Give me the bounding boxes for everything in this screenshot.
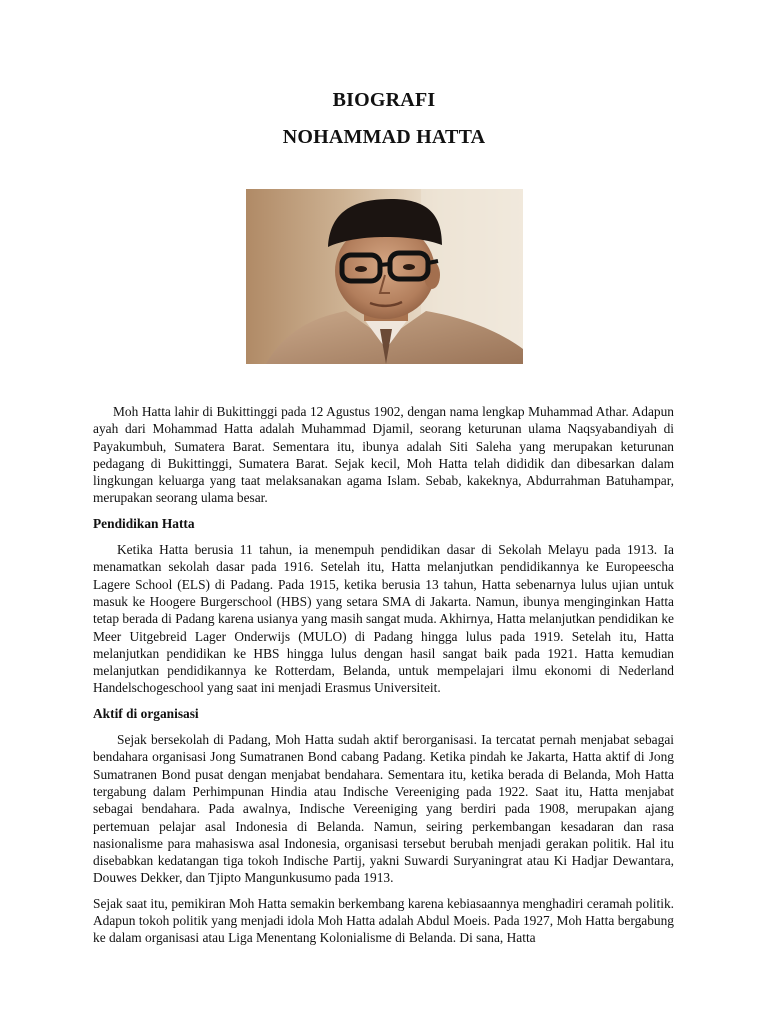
paragraph-intro: Moh Hatta lahir di Bukittinggi pada 12 Agustus 1902, dengan nama lengkap Muhammad Athar. Adapun ayah dari Mohammad Hatta adalah Muhammad Djamil, seorang keturunan ulama Naqsyabandiyah di Payakumbuh, Sumatera Barat. Sementara itu, ibunya adalah Siti Saleha yang merupakan keturunan pedagang di Bukittinggi, Sumatera Barat. Sejak kecil, Moh Hatta telah dididik dan dibesarkan dalam lingkungan keluarga yang taat melaksanakan agama Islam. Sebab, kakeknya, Abdurrahman Batuhampar, merupakan seorang ulama besar. [93, 404, 674, 506]
document-subtitle: NOHAMMAD HATTA [282, 126, 486, 148]
portrait-photo-icon [246, 189, 523, 364]
paragraph-education: Ketika Hatta berusia 11 tahun, ia menempuh pendidikan dasar di Sekolah Melayu pada 1913. Ia menamatkan sekolah dasar pada 1916. Setelah itu, Hatta melanjutkan pendidikannya ke Europeescha Lagere School (ELS) di Padang. Pada 1915, ketika berusia 13 tahun, Hatta sebenarnya lulus ujian untuk masuk ke Hoogere Burgerschool (HBS) yang setara SMA di Jakarta. Namun, ibunya menginginkan Hatta tetap berada di Padang karena usianya yang masih sangat muda. Akhirnya, Hatta melanjutkan pendidikan ke Meer Uitgebreid Lager Onderwijs (MULO) di Padang hingga lulus pada 1919. Setelah itu, Hatta melanjutkan pendidikan ke HBS hingga lulus dengan hasil sangat baik pada 1921. Hatta kemudian melanjutkan pendidikannya ke Rotterdam, Belanda, untuk mempelajari ilmu ekonomi di Nederland Handelschogeschool yang saat ini menjadi Erasmus Universiteit. [93, 542, 674, 696]
document-body [93, 403, 674, 947]
paragraph-politics: Sejak saat itu, pemikiran Moh Hatta semakin berkembang karena kebiasaannya menghadiri ceramah politik. Adapun tokoh politik yang menjadi idola Moh Hatta adalah Abdul Moeis. Pada 1927, Moh Hatta bergabung ke dalam organisasi atau Liga Menentang Kolonialisme di Belanda. Di sana, Hatta [93, 895, 674, 946]
heading-education: Pendidikan Hatta [93, 515, 195, 531]
document-title: BIOGRAFI [332, 89, 436, 111]
heading-organization: Aktif di organisasi [93, 705, 199, 721]
paragraph-organization: Sejak bersekolah di Padang, Moh Hatta sudah aktif berorganisasi. Ia tercatat pernah menjabat sebagai bendahara organisasi Jong Sumatranen Bond cabang Padang. Ketika pindah ke Jakarta, Hatta aktif di Jong Sumatranen Bond pusat dengan menjabat bendahara. Sementara itu, ketika berada di Belanda, Moh Hatta tergabung dalam Perhimpunan Hindia atau Indische Vereeniging pada 1922. Saat itu, Hatta menjabat sebagai bendahara. Pada awalnya, Indische Vereeniging yang berdiri pada 1908, merupakan ajang pertemuan pelajar asal Indonesia di Belanda. Namun, seiring perkembangan kesadaran dan rasa nasionalisme para mahasiswa asal Indonesia, organisasi tersebut berubah menjadi gerakan politik. Hal itu disebabkan kedatangan tiga tokoh Indische Partij, yakni Suwardi Suryaningrat atau Ki Hadjar Dewantara, Douwes Dekker, dan Tjipto Mangunkusumo pada 1913. [93, 732, 674, 886]
portrait-photo [246, 189, 523, 364]
